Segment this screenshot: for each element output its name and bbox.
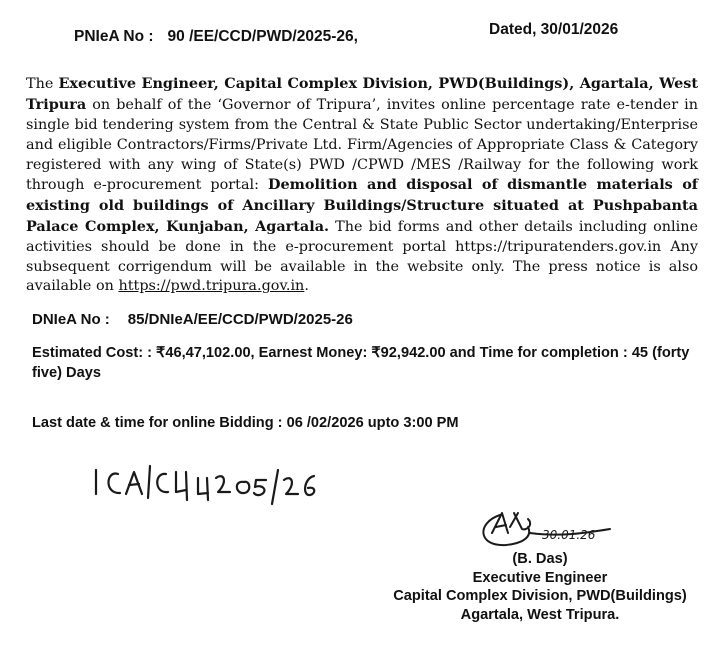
body-text-2: on behalf of the ‘Governor of Tripura’, invites online percentage rate e-tender in single bid tendering system from the Central & State Public Sector undertaking/Enterprise and eligible Contractors/Firms/Private Ltd. Firm/Agencies of Appropriate Class & Category registered with any wing of State(s) PWD /CPWD /MES /Railway for the following work through e-procurement portal:: [26, 97, 698, 194]
body-text-4: .: [304, 278, 309, 295]
handwritten-number: [90, 460, 320, 510]
issuing-authority: Executive Engineer, Capital Complex Division, PWD(Buildings), Agartala, West Tripura: [26, 75, 698, 114]
signatory-name: (B. Das): [512, 551, 568, 567]
dnit-label: DNIeA No :: [32, 311, 110, 328]
body-text-1: The: [26, 76, 59, 93]
signature: [470, 503, 620, 553]
notice-body: [26, 74, 698, 297]
dnit-reference: [32, 311, 353, 328]
dnit-number: 85/DNIeA/EE/CCD/PWD/2025-26: [127, 311, 353, 328]
reference-label: PNIeA No :: [74, 28, 154, 45]
signatory-title: Executive Engineer: [472, 569, 608, 586]
signatory-office: Capital Complex Division, PWD(Buildings): [393, 588, 687, 604]
last-date: Last date & time for online Bidding : 06 /02/2026 upto 3:00 PM: [32, 415, 459, 431]
notice-date: Dated, 30/01/2026: [489, 21, 619, 38]
reference-number: 90 /EE/CCD/PWD/2025-26,: [167, 28, 358, 45]
cost-details: Estimated Cost: : ₹46,47,102.00, Earnest Money: ₹92,942.00 and Time for completion : 45 (forty five) Days: [32, 345, 690, 381]
signatory-place: Agartala, West Tripura.: [460, 606, 620, 623]
signatory-block: [380, 550, 700, 624]
work-description: Demolition and disposal of dismantle materials of existing old buildings of Ancillary Buildings/Structure situated at Pushpabanta Palace Complex, Kunjaban, Agartala.: [26, 176, 698, 235]
body-text-3: The bid forms and other details including online activities should be done in the e-procurement portal https://tripuratenders.gov.in Any subsequent corrigendum will be available in the website only. The press notice is also available on: [26, 218, 699, 295]
notice-reference: [74, 28, 358, 46]
website-link[interactable]: https://pwd.tripura.gov.in: [118, 278, 305, 295]
signature-date: 30.01.26: [542, 528, 596, 542]
